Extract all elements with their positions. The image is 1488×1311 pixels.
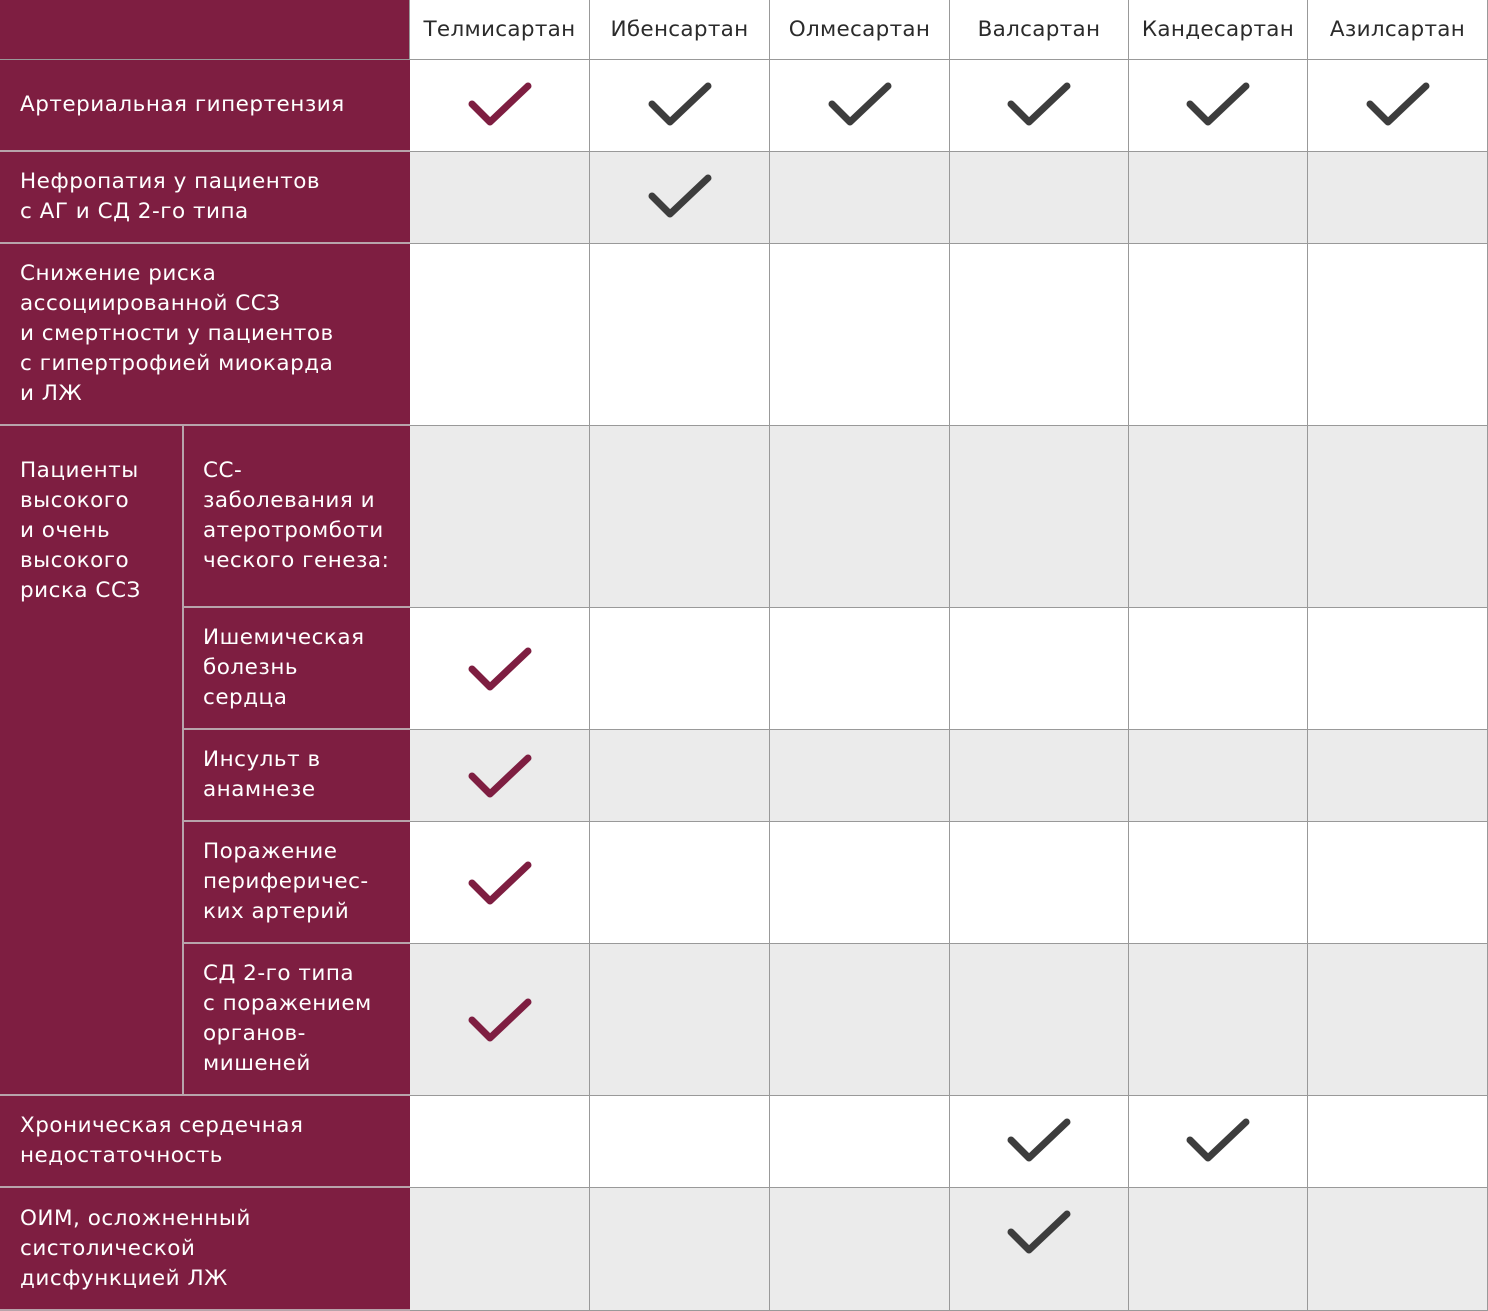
- table-cell: [770, 244, 950, 426]
- column-header-label: Телмисартан: [423, 17, 576, 42]
- row-label: [0, 244, 410, 426]
- table-cell: [770, 730, 950, 822]
- check-mark-icon: [468, 80, 532, 128]
- table-cell: [410, 1096, 590, 1188]
- table-cell: [410, 730, 590, 822]
- table-cell: [410, 822, 590, 944]
- row-label-text: СД 2-го типа с поражением органов- мишеней: [203, 961, 372, 1076]
- group-label: [0, 426, 184, 1096]
- table-cell: [1129, 426, 1308, 608]
- row-label-text: Хроническая сердечная недостаточность: [20, 1113, 304, 1168]
- row-label-text: Поражение периферичес- ких артерий: [203, 839, 369, 924]
- table-cell: [950, 730, 1129, 822]
- column-header: [950, 0, 1129, 60]
- table-cell: [1129, 1188, 1308, 1311]
- check-mark-icon: [468, 752, 532, 800]
- table-cell: [770, 60, 950, 152]
- table-cell: [410, 426, 590, 608]
- table-cell: [590, 1096, 770, 1188]
- sub-row-label: [184, 426, 410, 608]
- table-corner: [0, 0, 410, 60]
- row-label-text: ОИМ, осложненный систолической дисфункцией ЛЖ: [20, 1205, 251, 1291]
- table-cell: [770, 822, 950, 944]
- table-cell: [1308, 152, 1488, 244]
- table-cell: [1308, 60, 1488, 152]
- row-label-text: Нефропатия у пациентов с АГ и СД 2-го типа: [20, 169, 321, 224]
- table-cell: [590, 944, 770, 1096]
- check-mark-icon: [648, 172, 712, 220]
- table-cell: [770, 944, 950, 1096]
- table-cell: [950, 426, 1129, 608]
- table-cell: [770, 152, 950, 244]
- column-header-label: Ибенсартан: [610, 17, 749, 42]
- check-mark-icon: [648, 80, 712, 128]
- table-cell: [410, 152, 590, 244]
- table-cell: [1129, 244, 1308, 426]
- table-cell: [950, 944, 1129, 1096]
- table-cell: [1129, 152, 1308, 244]
- check-mark-icon: [468, 645, 532, 693]
- table-cell: [770, 1188, 950, 1311]
- column-header: [1129, 0, 1308, 60]
- row-label: [0, 1188, 410, 1311]
- sub-row-label: [184, 822, 410, 944]
- table-cell: [1129, 822, 1308, 944]
- sub-row-label: [184, 944, 410, 1096]
- table-cell: [950, 1188, 1129, 1311]
- table-cell: [590, 152, 770, 244]
- column-header: [770, 0, 950, 60]
- table-cell: [950, 152, 1129, 244]
- table-cell: [1129, 60, 1308, 152]
- check-mark-icon: [1007, 80, 1071, 128]
- table-cell: [770, 608, 950, 730]
- table-cell: [590, 730, 770, 822]
- table-cell: [1308, 244, 1488, 426]
- table-cell: [950, 1096, 1129, 1188]
- table-cell: [1308, 822, 1488, 944]
- column-header: [410, 0, 590, 60]
- column-header: [1308, 0, 1488, 60]
- table-cell: [770, 1096, 950, 1188]
- table-cell: [410, 60, 590, 152]
- table-cell: [410, 1188, 590, 1311]
- table-cell: [1308, 944, 1488, 1096]
- table-cell: [1129, 944, 1308, 1096]
- table-cell: [590, 822, 770, 944]
- row-label-text: Ишемическая болезнь сердца: [203, 625, 365, 710]
- table-cell: [1129, 1096, 1308, 1188]
- table-cell: [1308, 608, 1488, 730]
- table-cell: [950, 608, 1129, 730]
- table-cell: [1308, 426, 1488, 608]
- check-mark-icon: [468, 859, 532, 907]
- table-cell: [950, 822, 1129, 944]
- table-cell: [410, 944, 590, 1096]
- check-mark-icon: [1366, 80, 1430, 128]
- sub-row-label: [184, 730, 410, 822]
- row-label-text: Артериальная гипертензия: [20, 92, 345, 117]
- check-mark-icon: [1186, 80, 1250, 128]
- row-label-text: СС- заболевания и атеротромботи ческого генеза:: [203, 458, 390, 573]
- table-cell: [770, 426, 950, 608]
- table-cell: [590, 426, 770, 608]
- row-label: [0, 60, 410, 152]
- table-cell: [1308, 730, 1488, 822]
- row-label-text: Инсульт в анамнезе: [203, 747, 321, 802]
- table-cell: [410, 608, 590, 730]
- sub-row-label: [184, 608, 410, 730]
- table-cell: [590, 244, 770, 426]
- column-header-label: Валсартан: [977, 17, 1101, 42]
- column-header-label: Азилсартан: [1329, 17, 1466, 42]
- check-mark-icon: [1007, 1208, 1071, 1256]
- table-cell: [590, 1188, 770, 1311]
- row-label: [0, 152, 410, 244]
- table-cell: [950, 244, 1129, 426]
- column-header: [590, 0, 770, 60]
- check-mark-icon: [468, 996, 532, 1044]
- check-mark-icon: [1186, 1116, 1250, 1164]
- check-mark-icon: [828, 80, 892, 128]
- table-cell: [410, 244, 590, 426]
- check-mark-icon: [1007, 1116, 1071, 1164]
- table-cell: [590, 60, 770, 152]
- table-cell: [1308, 1096, 1488, 1188]
- row-label: [0, 1096, 410, 1188]
- table-cell: [1129, 730, 1308, 822]
- table-cell: [1308, 1188, 1488, 1311]
- table-cell: [590, 608, 770, 730]
- table-cell: [950, 60, 1129, 152]
- column-header-label: Олмесартан: [788, 17, 931, 42]
- column-header-label: Кандесартан: [1141, 17, 1295, 42]
- table-cell: [1129, 608, 1308, 730]
- group-label-text: Пациенты высокого и очень высокого риска ССЗ: [20, 458, 141, 603]
- row-label-text: Снижение риска ассоциированной ССЗ и смертности у пациентов с гипертрофией миокарда и ЛЖ: [20, 261, 334, 406]
